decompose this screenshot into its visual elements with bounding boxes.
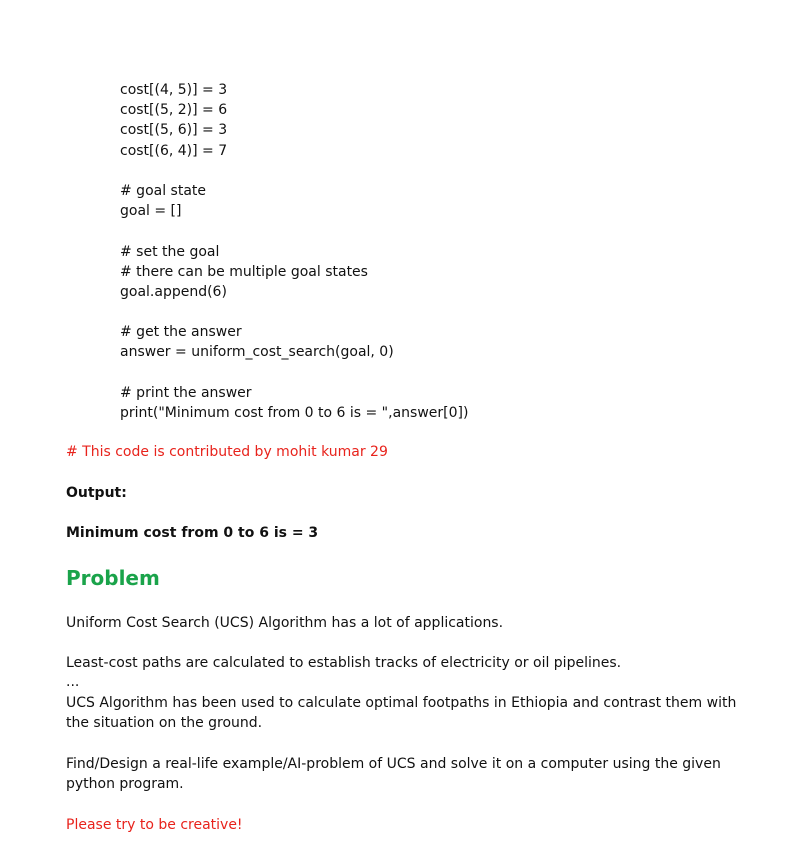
code-line: goal.append(6) <box>120 283 227 300</box>
code-line: print("Minimum cost from 0 to 6 is = ",answer[0]) <box>120 405 469 421</box>
ellipsis: ... <box>66 674 80 690</box>
code-line: cost[(6, 4)] = 7 <box>120 142 228 159</box>
code-line: cost[(4, 5)] = 3 <box>120 82 228 98</box>
code-line: cost[(5, 6)] = 3 <box>120 122 228 139</box>
problem-paragraph-1: Uniform Cost Search (UCS) Algorithm has a lot of applications. <box>66 615 504 631</box>
problem-heading: Problem <box>66 566 160 590</box>
output-value: Minimum cost from 0 to 6 is = 3 <box>66 525 319 541</box>
code-blank-line <box>120 161 760 181</box>
problem-paragraph-4: Find/Design a real-life example/AI-problem of UCS and solve it on a computer using the given python program. <box>66 756 721 793</box>
output-label: Output: <box>66 485 127 501</box>
code-blank-line <box>120 363 760 383</box>
code-line: # get the answer <box>120 324 242 341</box>
creative-note: Please try to be creative! <box>66 817 243 833</box>
code-line: answer = uniform_cost_search(goal, 0) <box>120 344 394 361</box>
code-blank-line <box>120 302 760 322</box>
code-line: # there can be multiple goal states <box>120 263 368 280</box>
problem-paragraph-2: Least-cost paths are calculated to establish tracks of electricity or oil pipelines. <box>66 655 622 671</box>
code-block <box>120 80 760 423</box>
problem-paragraph-3: UCS Algorithm has been used to calculate optimal footpaths in Ethiopia and contrast them with the situation on the ground. <box>66 695 737 732</box>
code-line: cost[(5, 2)] = 6 <box>120 102 228 119</box>
code-line: # goal state <box>120 182 207 199</box>
code-line: # set the goal <box>120 243 220 260</box>
code-line: # print the answer <box>120 384 252 401</box>
code-line: goal = [] <box>120 203 182 220</box>
credit-comment: # This code is contributed by mohit kumar 29 <box>66 444 388 460</box>
code-blank-line <box>120 221 760 241</box>
